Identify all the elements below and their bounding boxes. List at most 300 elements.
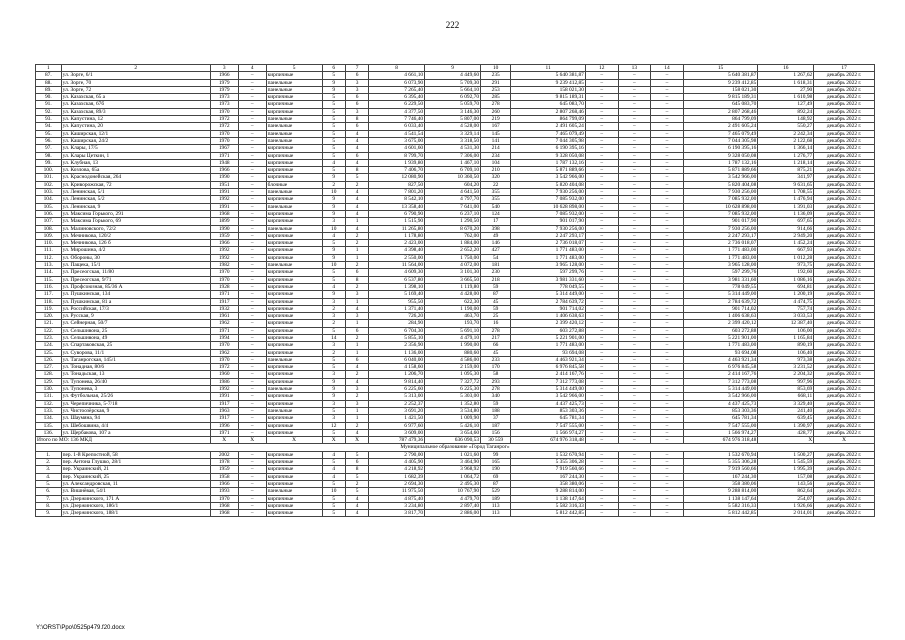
table-cell: – <box>238 451 266 458</box>
table-cell: декабрь 2022 г. <box>814 137 875 144</box>
table-row <box>36 334 875 341</box>
table-cell: 4 479,10 <box>425 334 481 341</box>
table-cell: 14 <box>651 65 684 72</box>
table-cell: 3 542 966,00 <box>683 393 758 400</box>
table-row <box>36 72 875 79</box>
table-cell: 1972 <box>210 364 238 371</box>
table-cell: 6 <box>345 152 368 159</box>
table-cell: – <box>585 342 618 349</box>
page-number: 222 <box>445 20 460 30</box>
table-cell: ул. Капустина, 20 <box>61 123 210 130</box>
table-cell: 9 288 814,00 <box>683 488 758 495</box>
table-cell: – <box>618 393 651 400</box>
table-cell: 8. <box>36 502 62 509</box>
table-cell: 1917 <box>210 400 238 407</box>
table-cell: 1948 <box>210 159 238 166</box>
table-cell: 668,11 <box>758 393 814 400</box>
table-cell: 54 <box>481 254 511 261</box>
table-cell: 5 314 449,00 <box>511 291 586 298</box>
table-cell: 9 <box>322 291 345 298</box>
table-cell: 1 <box>345 415 368 422</box>
table-row <box>36 130 875 137</box>
table-cell: – <box>238 196 266 203</box>
table-cell: 2 159,00 <box>425 364 481 371</box>
table-cell: ул. Зорге, 72 <box>61 86 210 93</box>
table-cell: – <box>585 86 618 93</box>
table-cell: 254,07 <box>758 495 814 502</box>
table-cell: декабрь 2022 г. <box>814 130 875 137</box>
table-cell: – <box>585 174 618 181</box>
table-cell: декабрь 2022 г. <box>814 79 875 86</box>
table-cell: 93 694,08 <box>511 349 586 356</box>
table-cell: – <box>651 203 684 210</box>
table-cell: 5 871 889,66 <box>511 167 586 174</box>
table-cell: – <box>585 510 618 517</box>
table-cell: – <box>618 72 651 79</box>
table-cell: 6 <box>322 65 345 72</box>
table-cell: 8 <box>345 167 368 174</box>
total-cell: X <box>814 437 875 444</box>
table-cell: 45 <box>481 298 511 305</box>
table-cell: декабрь 2022 г. <box>814 305 875 312</box>
table-row <box>36 240 875 247</box>
table-cell: – <box>238 510 266 517</box>
table-cell: – <box>618 189 651 196</box>
table-cell: 124 <box>481 210 511 217</box>
table-cell: 7 085 932,00 <box>511 196 586 203</box>
table-cell: декабрь 2022 г. <box>814 349 875 356</box>
table-cell: 192,60 <box>758 269 814 276</box>
table-cell: 7 930 256,00 <box>511 189 586 196</box>
table-cell: 113 <box>481 510 511 517</box>
table-cell: – <box>651 72 684 79</box>
table-cell: декабрь 2022 г. <box>814 378 875 385</box>
table-cell: 1970 <box>210 495 238 502</box>
table-row <box>36 349 875 356</box>
table-cell: декабрь 2022 г. <box>814 298 875 305</box>
table-cell: – <box>238 502 266 509</box>
table-cell: 2 399 420,12 <box>683 320 758 327</box>
table-cell: 89. <box>36 86 62 93</box>
table-cell: 117. <box>36 291 62 298</box>
table-cell: ул. Сейнерная, 50/7 <box>61 320 210 327</box>
table-cell: 143,56 <box>758 480 814 487</box>
table-row <box>36 422 875 429</box>
table-cell: ул. Сельшивона, 25 <box>61 327 210 334</box>
table-cell: 463,70 <box>425 313 481 320</box>
table-row <box>36 254 875 261</box>
table-cell: 167 <box>481 123 511 130</box>
table-cell: 17 <box>814 65 875 72</box>
table-cell: 13 358,40 <box>369 203 425 210</box>
table-cell: 2 <box>345 283 368 290</box>
table-cell: – <box>618 291 651 298</box>
table-cell: 3 665,50 <box>425 276 481 283</box>
table-cell: 1966 <box>210 72 238 79</box>
table-cell: 3 329,14 <box>425 130 481 137</box>
table-cell: декабрь 2022 г. <box>814 218 875 225</box>
table-cell: 136. <box>36 429 62 436</box>
table-cell: 157,08 <box>758 473 814 480</box>
table-cell: – <box>618 203 651 210</box>
table-cell: 6 976 845,58 <box>511 364 586 371</box>
table-cell: 645 781,34 <box>683 415 758 422</box>
table-cell: ул. Максима Горького, 69 <box>61 218 210 225</box>
table-cell: декабрь 2022 г. <box>814 276 875 283</box>
table-cell: 112. <box>36 254 62 261</box>
table-cell: 2 <box>345 393 368 400</box>
table-cell: 1972 <box>210 116 238 123</box>
table-cell: – <box>618 130 651 137</box>
table-cell: – <box>618 86 651 93</box>
table-cell: 901 017,90 <box>683 218 758 225</box>
table-cell: 2 807 268,46 <box>683 108 758 115</box>
table-row <box>36 371 875 378</box>
table-cell: 1 995,39 <box>758 466 814 473</box>
table-row <box>36 79 875 86</box>
table-cell: 4 158,60 <box>369 364 425 371</box>
table-cell: кирпичные <box>266 145 322 152</box>
table-cell: 93 694,08 <box>683 349 758 356</box>
table-cell: 5 <box>322 145 345 152</box>
table-row <box>36 451 875 458</box>
table-cell: 2 652,20 <box>425 247 481 254</box>
table-cell: 4 <box>345 510 368 517</box>
table-cell: 1 138 147,64 <box>511 495 586 502</box>
table-cell: 9 <box>322 86 345 93</box>
table-cell: 134. <box>36 415 62 422</box>
table-cell: 1 <box>345 298 368 305</box>
table-cell: пер. Украинский, 25 <box>61 473 210 480</box>
table-cell: панельные <box>266 356 322 363</box>
table-row <box>36 101 875 108</box>
table-cell: кирпичные <box>266 349 322 356</box>
table-cell: 4 <box>345 378 368 385</box>
table-cell: – <box>651 393 684 400</box>
table-cell: 10 628 898,00 <box>683 203 758 210</box>
table-cell: кирпичные <box>266 159 322 166</box>
table-cell: – <box>238 342 266 349</box>
table-cell: 3 <box>345 291 368 298</box>
table-cell: 7 <box>345 65 368 72</box>
table-cell: декабрь 2022 г. <box>814 327 875 334</box>
table-cell: 95. <box>36 130 62 137</box>
table-cell: – <box>585 349 618 356</box>
table-cell: – <box>585 276 618 283</box>
table-cell: – <box>238 79 266 86</box>
table-cell: – <box>585 356 618 363</box>
table-cell: 1 390,97 <box>758 422 814 429</box>
table-cell: декабрь 2022 г. <box>814 466 875 473</box>
table-cell: 1 <box>36 65 62 72</box>
table-cell: – <box>238 232 266 239</box>
table-cell: 5 <box>322 429 345 436</box>
table-cell: 1 771 483,00 <box>683 247 758 254</box>
table-cell: 1991 <box>210 393 238 400</box>
table-cell: – <box>618 510 651 517</box>
table-cell: 97. <box>36 145 62 152</box>
table-cell: кирпичные <box>266 101 322 108</box>
table-cell: 4 405,90 <box>369 459 425 466</box>
table-cell: – <box>585 247 618 254</box>
table-cell: 3 965 128,00 <box>511 262 586 269</box>
table-cell: 121. <box>36 320 62 327</box>
table-cell: – <box>618 466 651 473</box>
table-cell: 3 534,80 <box>425 407 481 414</box>
table-cell: 5 640 381,87 <box>511 72 586 79</box>
table-cell: 285 <box>481 94 511 101</box>
table-cell: 99 <box>481 451 511 458</box>
table-cell: – <box>651 364 684 371</box>
table-cell: 5 169,40 <box>369 291 425 298</box>
table-cell: кирпичные <box>266 393 322 400</box>
housing-repair-table <box>35 64 875 517</box>
table-cell: 1 610,98 <box>758 94 814 101</box>
table-cell: 135. <box>36 422 62 429</box>
table-cell: 6 <box>345 356 368 363</box>
table-cell: 7 085 932,00 <box>511 210 586 217</box>
table-cell: декабрь 2022 г. <box>814 473 875 480</box>
total-cell: X <box>345 437 368 444</box>
table-cell: 9 814,40 <box>369 378 425 385</box>
table-cell: декабрь 2022 г. <box>814 262 875 269</box>
table-cell: 5 <box>345 174 368 181</box>
table-cell: 1 <box>345 320 368 327</box>
table-cell: – <box>651 400 684 407</box>
table-cell: – <box>651 101 684 108</box>
table-cell: 2 014,01 <box>758 510 814 517</box>
table-cell: – <box>238 393 266 400</box>
table-cell: – <box>618 320 651 327</box>
table-cell: 141 <box>481 137 511 144</box>
table-cell: 104 <box>481 159 511 166</box>
table-cell: 645 083,70 <box>511 101 586 108</box>
table-cell: 694,81 <box>758 283 814 290</box>
table-cell: – <box>585 283 618 290</box>
table-cell: декабрь 2022 г. <box>814 364 875 371</box>
table-row <box>36 415 875 422</box>
table-row <box>36 459 875 466</box>
table-cell: 1 <box>345 254 368 261</box>
table-cell: 230 <box>481 269 511 276</box>
table-cell: декабрь 2022 г. <box>814 451 875 458</box>
table-cell: 8 <box>345 466 368 473</box>
table-cell: 540 <box>481 203 511 210</box>
table-cell: 284,90 <box>369 320 425 327</box>
table-cell: 5 <box>322 502 345 509</box>
table-cell: 8 670,20 <box>425 225 481 232</box>
table-cell: 864 799,09 <box>511 116 586 123</box>
table-cell: – <box>585 181 618 188</box>
table-cell: кирпичные <box>266 342 322 349</box>
table-cell: ул. Тупонева, 3 <box>61 386 210 393</box>
table-cell: 901 714,02 <box>511 305 586 312</box>
table-cell: 6 229,50 <box>369 101 425 108</box>
table-cell: – <box>618 276 651 283</box>
table-cell: кирпичные <box>266 291 322 298</box>
table-cell: – <box>238 495 266 502</box>
table-cell: – <box>238 269 266 276</box>
table-cell: – <box>238 262 266 269</box>
table-cell: 1971 <box>210 429 238 436</box>
table-cell: – <box>238 167 266 174</box>
table-cell: 4 <box>345 196 368 203</box>
table-cell: 1 939,80 <box>369 159 425 166</box>
table-cell: 100. <box>36 167 62 174</box>
table-cell: – <box>651 488 684 495</box>
total-cell: – <box>585 437 618 444</box>
table-cell: – <box>585 189 618 196</box>
table-cell: декабрь 2022 г. <box>814 159 875 166</box>
table-cell: 1 771 483,00 <box>683 342 758 349</box>
table-cell: – <box>651 349 684 356</box>
table-cell: 1966 <box>210 167 238 174</box>
table-cell: 5 640 381,87 <box>683 72 758 79</box>
table-cell: 5 314 449,00 <box>683 291 758 298</box>
table-cell: 1986 <box>210 378 238 385</box>
table-cell: 3 <box>345 400 368 407</box>
table-cell: 5 <box>345 451 368 458</box>
table-cell: – <box>651 429 684 436</box>
table-cell: 6 704,30 <box>369 327 425 334</box>
table-cell: 427 <box>481 247 511 254</box>
table-cell: 4 601,60 <box>369 145 425 152</box>
table-cell: 2 <box>345 181 368 188</box>
table-cell: 4 <box>345 429 368 436</box>
table-cell: ул. Казахская, 67б <box>61 101 210 108</box>
table-cell: 997,96 <box>758 378 814 385</box>
table-cell: 2 <box>345 422 368 429</box>
table-cell: – <box>585 79 618 86</box>
table-cell: 6 225,60 <box>369 386 425 393</box>
section-title: Муниципальное образование «Город Таганрог» <box>36 444 875 451</box>
table-cell: 133. <box>36 407 62 414</box>
table-row <box>36 386 875 393</box>
table-cell: 104. <box>36 196 62 203</box>
table-cell: 5 <box>322 94 345 101</box>
table-cell: ул. Пресеогская, 11/80 <box>61 269 210 276</box>
table-cell: 128. <box>36 371 62 378</box>
table-cell: 4 449,60 <box>425 72 481 79</box>
table-cell: – <box>618 422 651 429</box>
table-cell: 1 218,14 <box>758 159 814 166</box>
table-cell: – <box>238 240 266 247</box>
table-cell: 4 <box>345 130 368 137</box>
table-row <box>36 320 875 327</box>
table-cell: 6 073,90 <box>369 79 425 86</box>
table-cell: 234 <box>481 152 511 159</box>
table-cell: 1962 <box>210 349 238 356</box>
table-cell: 1 787 132,16 <box>511 159 586 166</box>
table-cell: – <box>585 466 618 473</box>
table-cell: кирпичные <box>266 210 322 217</box>
table-cell: – <box>618 167 651 174</box>
table-cell: 358 380,06 <box>511 480 586 487</box>
table-cell: 1994 <box>210 334 238 341</box>
table-cell: 127. <box>36 364 62 371</box>
table-cell: – <box>618 108 651 115</box>
table-cell: 4 <box>345 145 368 152</box>
table-cell: 12 <box>322 422 345 429</box>
table-cell: – <box>618 196 651 203</box>
total-cell: X <box>758 437 814 444</box>
table-cell: 1 532 670,94 <box>683 451 758 458</box>
table-cell: – <box>238 429 266 436</box>
table-cell: декабрь 2022 г. <box>814 291 875 298</box>
table-cell: 5 221 901,00 <box>511 334 586 341</box>
table-cell: 8 <box>345 276 368 283</box>
table-cell: 5 <box>322 167 345 174</box>
table-cell: 129. <box>36 378 62 385</box>
table-body <box>36 65 875 517</box>
table-cell: декабрь 2022 г. <box>814 94 875 101</box>
table-cell: кирпичные <box>266 422 322 429</box>
table-row <box>36 291 875 298</box>
table-cell: 5 691,10 <box>425 327 481 334</box>
table-cell: 1959 <box>210 466 238 473</box>
table-cell: 7 919 560,66 <box>511 466 586 473</box>
table-cell: – <box>618 123 651 130</box>
table-cell: 5 <box>322 356 345 363</box>
table-row <box>36 400 875 407</box>
table-cell: – <box>651 451 684 458</box>
table-cell: 16 <box>481 320 511 327</box>
table-cell: 1 190,00 <box>425 305 481 312</box>
table-cell: 110. <box>36 240 62 247</box>
table-cell: – <box>238 459 266 466</box>
table-cell: 9 <box>322 378 345 385</box>
table-cell: 2 550,00 <box>369 254 425 261</box>
table-cell: 5 059,70 <box>425 101 481 108</box>
table-cell: – <box>585 327 618 334</box>
table-cell: 59 <box>481 283 511 290</box>
table-cell: 148,92 <box>758 116 814 123</box>
table-row <box>36 393 875 400</box>
table-cell: 3 <box>345 79 368 86</box>
table-cell: 2 694,30 <box>369 480 425 487</box>
table-cell: 1 421,50 <box>369 415 425 422</box>
table-cell: ул. Ленинская, 5/2 <box>61 196 210 203</box>
table-cell: 3 654,60 <box>425 429 481 436</box>
table-cell: 45 <box>481 349 511 356</box>
table-cell: 4 <box>345 159 368 166</box>
table-cell: 6 977,60 <box>369 422 425 429</box>
table-cell: – <box>618 298 651 305</box>
table-cell: 7 406,70 <box>369 167 425 174</box>
table-cell: – <box>618 247 651 254</box>
table-cell: 9 <box>322 203 345 210</box>
table-cell: декабрь 2022 г. <box>814 203 875 210</box>
table-cell: ул. Каширская, 24/2 <box>61 137 210 144</box>
table-cell: кирпичные <box>266 466 322 473</box>
table-cell: 1970 <box>210 137 238 144</box>
table-cell: – <box>585 225 618 232</box>
table-cell: 398 <box>481 225 511 232</box>
table-cell: – <box>585 152 618 159</box>
table-cell: декабрь 2022 г. <box>814 459 875 466</box>
table-cell: 4 <box>345 364 368 371</box>
table-cell: 8 <box>345 116 368 123</box>
table-cell: 90. <box>36 94 62 101</box>
table-cell: 1 <box>345 407 368 414</box>
table-cell: – <box>651 276 684 283</box>
table-cell: 778 049,55 <box>683 283 758 290</box>
table-cell: блочные <box>266 181 322 188</box>
table-cell: декабрь 2022 г. <box>814 196 875 203</box>
table-cell: – <box>238 349 266 356</box>
table-cell: кирпичные <box>266 459 322 466</box>
table-cell: – <box>585 415 618 422</box>
